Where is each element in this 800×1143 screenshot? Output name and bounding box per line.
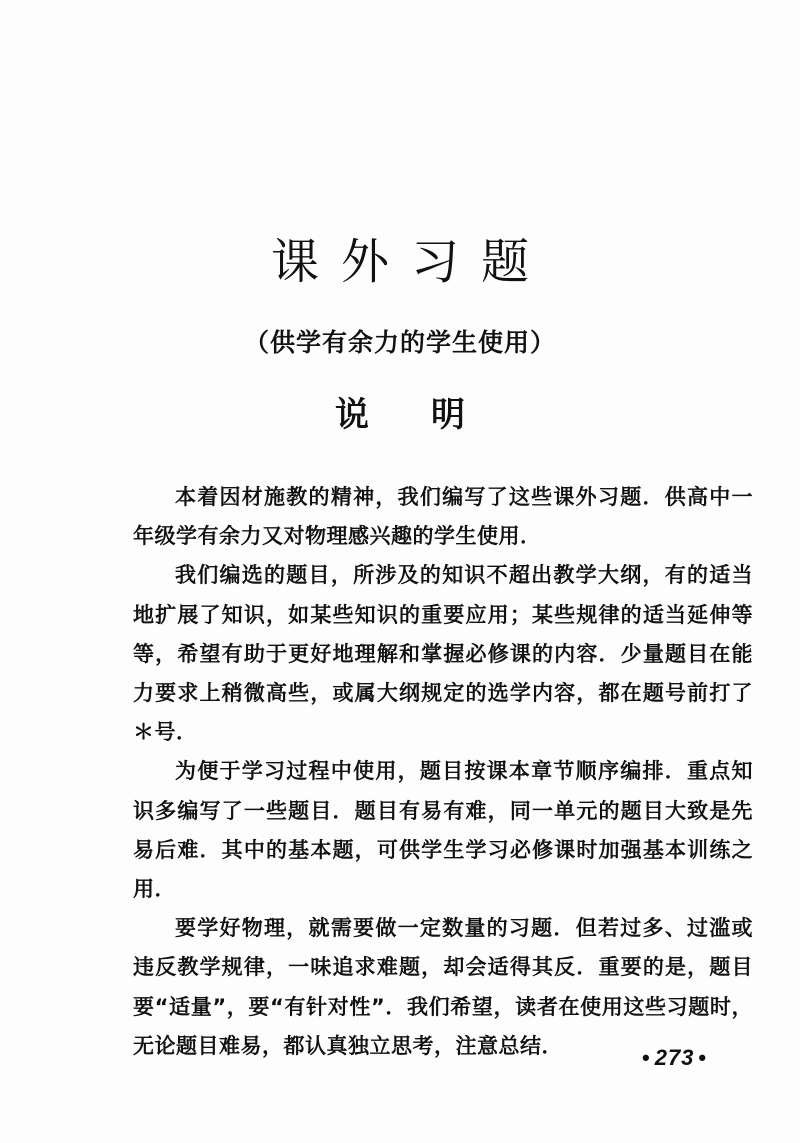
section-heading: [0, 393, 800, 437]
page-number: [638, 1045, 711, 1071]
body-text: [133, 478, 753, 1066]
page-title: 课外习题: [270, 234, 551, 290]
bullet-icon: •: [698, 1045, 708, 1070]
bullet-icon: •: [642, 1045, 651, 1070]
paragraph: 为便于学习过程中使用，题目按课本章节顺序编排．重点知识多编写了一些题目．题目有易有难，同一单元的题目大致是先易后难．其中的基本题，可供学生学习必修课时加强基本训练之用．: [133, 759, 753, 902]
paragraph: 本着因材施教的精神，我们编写了这些课外习题．供高中一年级学有余力又对物理感兴趣的学生使用．: [133, 485, 753, 549]
page-subtitle: （供学有余力的学生使用）: [243, 328, 556, 357]
section-heading-right: 明: [431, 395, 465, 435]
page-number-value: 273: [654, 1045, 695, 1070]
paragraph: 要学好物理，就需要做一定数量的习题．但若过多、过滥或违反教学规律，一味追求难题，却会适得其反．重要的是，题目要“适量”，要“有针对性”．我们希望，读者在使用这些习题时，无论题目难易，都认真独立思考，注意总结．: [133, 916, 753, 1058]
paragraph: 我们编选的题目，所涉及的知识不超出教学大纲，有的适当地扩展了知识，如某些知识的重要应用；某些规律的适当延伸等等，希望有助于更好地理解和掌握必修课的内容．少量题目在能力要求上稍微高些，或属大纲规定的选学内容，都在题号前打了＊号．: [133, 563, 753, 745]
section-heading-left: 说: [335, 395, 369, 435]
